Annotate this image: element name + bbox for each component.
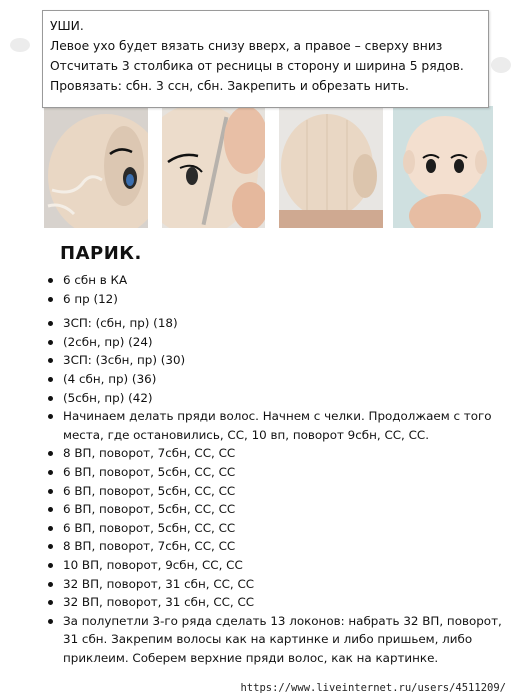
list-item (47, 444, 507, 463)
step-text: 8 ВП, поворот, 7сбн, СС, СС (63, 446, 236, 461)
ears-line-2: Отсчитать 3 столбика от ресницы в сторону и ширина 5 рядов. (50, 59, 464, 73)
list-item (47, 575, 507, 594)
step-text: 6 ВП, поворот, 5сбн, СС, СС (63, 483, 236, 498)
bullet-icon (48, 358, 53, 363)
bullet-icon (48, 278, 53, 283)
wig-steps-list (47, 271, 507, 667)
ears-instructions-box (42, 10, 489, 108)
step-text: (5сбн, пр) (42) (63, 390, 153, 405)
bullet-icon (48, 396, 53, 401)
bullet-icon (48, 619, 53, 624)
ears-heading: УШИ. (50, 19, 84, 33)
step-text: Начинаем делать пряди волос. Начнем с челки. Продолжаем с того места, где остановились, СС, 10 вп, поворот 9сбн, СС, СС. (63, 409, 492, 442)
list-item (47, 500, 507, 519)
list-item (47, 537, 507, 556)
step-text: 6 ВП, поворот, 5сбн, СС, СС (63, 502, 236, 517)
step-text: 3СП: (сбн, пр) (18) (63, 316, 178, 331)
list-item (47, 593, 507, 612)
photo-doll-face-front (393, 106, 493, 228)
photo-strip (0, 106, 514, 228)
bullet-icon (48, 451, 53, 456)
list-item (47, 370, 507, 389)
list-item (47, 463, 507, 482)
step-text: 32 ВП, поворот, 31 сбн, СС, СС (63, 576, 255, 591)
step-text: 8 ВП, поворот, 7сбн, СС, СС (63, 539, 236, 554)
list-item (47, 482, 507, 501)
step-text: За полупетли 3-го ряда сделать 13 локонов: набрать 32 ВП, поворот, 31 сбн. Закрепим волосы как на картинке и либо пришьем, либо приклеим. Соберем верхние пряди волос, как на картинке. (63, 613, 502, 665)
list-item (47, 519, 507, 538)
bullet-icon (48, 526, 53, 531)
bullet-icon (48, 489, 53, 494)
decorative-blob-left (10, 38, 30, 52)
list-item (47, 271, 507, 290)
step-text: 6 пр (12) (63, 291, 118, 306)
photo-ear-side-view (44, 106, 148, 228)
list-item (47, 314, 507, 333)
photo-ear-with-hook (162, 106, 265, 228)
step-text: 6 ВП, поворот, 5сбн, СС, СС (63, 464, 236, 479)
step-text: 6 ВП, поворот, 5сбн, СС, СС (63, 520, 236, 535)
list-item (47, 333, 507, 352)
step-text: 10 ВП, поворот, 9сбн, СС, СС (63, 557, 243, 572)
bullet-icon (48, 563, 53, 568)
bullet-icon (48, 544, 53, 549)
source-watermark-url[interactable]: https://www.liveinternet.ru/users/4511209/ (240, 682, 506, 694)
bullet-icon (48, 321, 53, 326)
bullet-icon (48, 470, 53, 475)
bullet-icon (48, 507, 53, 512)
list-item (47, 612, 507, 668)
list-item (47, 556, 507, 575)
list-item (47, 389, 507, 408)
bullet-icon (48, 377, 53, 382)
photo-ear-back-view (279, 106, 383, 228)
bullet-icon (48, 582, 53, 587)
step-text: (4 сбн, пр) (36) (63, 371, 157, 386)
step-text: 3СП: (3сбн, пр) (30) (63, 353, 186, 368)
bullet-icon (48, 297, 53, 302)
bullet-icon (48, 600, 53, 605)
ears-line-3: Провязать: сбн. 3 ссн, сбн. Закрепить и обрезать нить. (50, 79, 409, 93)
ears-line-1: Левое ухо будет вязать снизу вверх, а правое – сверху вниз (50, 39, 443, 53)
bullet-icon (48, 414, 53, 419)
list-item (47, 351, 507, 370)
decorative-blob-right (491, 57, 511, 73)
wig-title: ПАРИК. (60, 243, 142, 264)
step-text: 32 ВП, поворот, 31 сбн, СС, СС (63, 595, 255, 610)
bullet-icon (48, 340, 53, 345)
step-text: (2сбн, пр) (24) (63, 334, 153, 349)
list-item (47, 290, 507, 309)
step-text: 6 сбн в КА (63, 273, 128, 287)
list-item (47, 407, 507, 444)
